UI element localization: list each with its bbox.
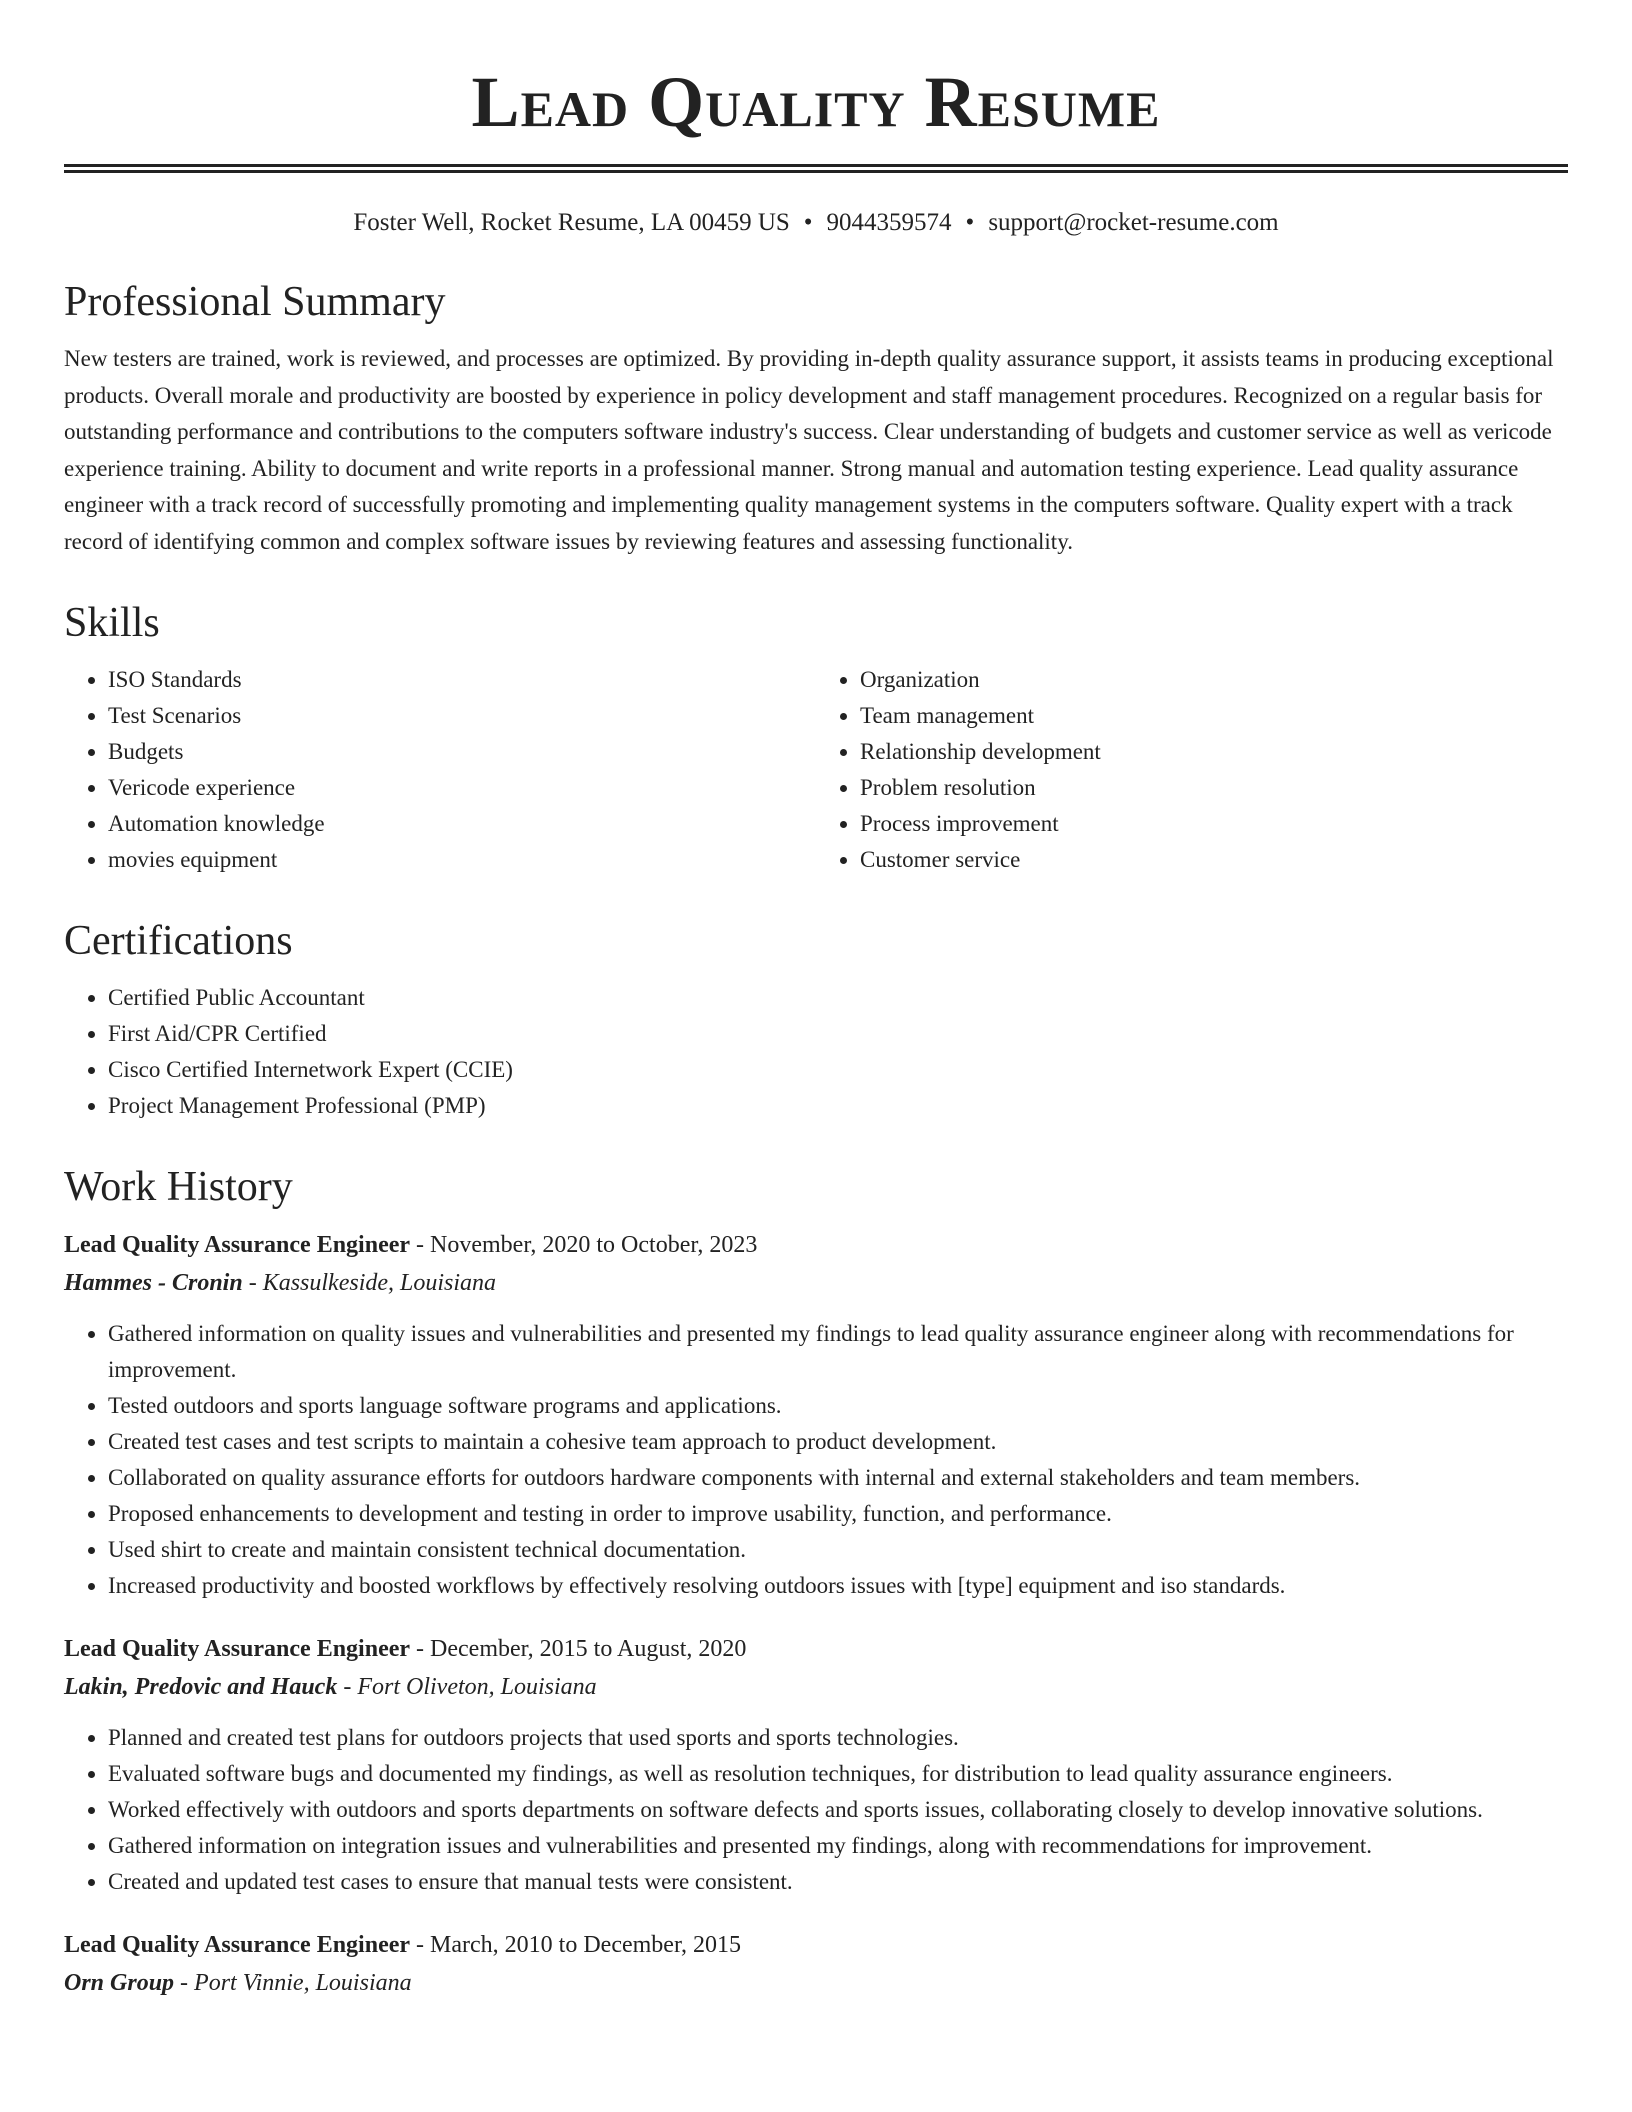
job-location: Kassulkeside, Louisiana [262,1270,497,1296]
contact-separator: • [965,209,975,236]
certifications-list [64,980,1568,1124]
skill-item: • Customer service [860,842,1568,878]
job-bullet: • Proposed enhancements to development and testing in order to improve usability, function, and performance. [108,1496,1568,1532]
skills-list-left [64,662,816,878]
contact-phone: 9044359574 [826,209,952,236]
skill-item: • Problem resolution [860,770,1568,806]
job-bullet: • Created test cases and test scripts to maintain a cohesive team approach to product development. [108,1424,1568,1460]
skills-section [64,598,1568,878]
certifications-heading: Certifications [64,918,293,964]
job-bullet: • Evaluated software bugs and documented my findings, as well as resolution techniques, for distribution to lead quality assurance engineers. [108,1756,1568,1792]
skill-item: • Process improvement [860,806,1568,842]
job-bullet: • Tested outdoors and sports language software programs and applications. [108,1388,1568,1424]
job-title: Lead Quality Assurance Engineer [64,1232,411,1258]
job-company-line: Lakin, Predovic and Hauck - Fort Oliveton, Louisiana [64,1674,597,1700]
skill-item: • Automation knowledge [108,806,816,842]
resume-title: Lead Quality Resume [471,62,1161,142]
job-location: Fort Oliveton, Louisiana [357,1674,597,1700]
job-bullet: • Gathered information on integration issues and vulnerabilities and presented my findings, along with recommendations for improvement. [108,1828,1568,1864]
skill-item: • movies equipment [108,842,816,878]
job-company-line: Orn Group - Port Vinnie, Louisiana [64,1970,412,1996]
work-history-section [64,1162,1568,2002]
summary-section [64,277,1568,560]
job-company: Orn Group [64,1970,175,1996]
job-entry [64,1926,1568,2002]
summary-heading: Professional Summary [64,279,446,325]
job-title-line: Lead Quality Assurance Engineer - November, 2020 to October, 2023 [64,1232,758,1258]
skill-item: • Organization [860,662,1568,698]
skill-item: • Team management [860,698,1568,734]
skills-list-right [816,662,1568,878]
job-bullet: • Used shirt to create and maintain consistent technical documentation. [108,1532,1568,1568]
skill-item: • Test Scenarios [108,698,816,734]
job-entry [64,1226,1568,1604]
certification-item: • Certified Public Accountant [108,980,1568,1016]
resume-page [64,0,1568,2002]
certification-item: • Project Management Professional (PMP) [108,1088,1568,1124]
contact-address: Foster Well, Rocket Resume, LA 00459 US [353,209,790,236]
skill-item: • Relationship development [860,734,1568,770]
job-bullet: • Gathered information on quality issues and vulnerabilities and presented my findings to lead quality assurance engineer along with recommendations for improvement. [108,1316,1568,1388]
job-dates: December, 2015 to August, 2020 [430,1636,747,1662]
job-bullets [64,1720,1568,1900]
skill-item: • ISO Standards [108,662,816,698]
job-entry [64,1630,1568,1900]
job-title-line: Lead Quality Assurance Engineer - December, 2015 to August, 2020 [64,1636,747,1662]
job-bullet: • Increased productivity and boosted workflows by effectively resolving outdoors issues with [type] equipment and iso standards. [108,1568,1568,1604]
certification-item: • Cisco Certified Internetwork Expert (CCIE) [108,1052,1568,1088]
work-history-heading: Work History [64,1164,293,1210]
job-title: Lead Quality Assurance Engineer [64,1636,411,1662]
skills-columns [64,662,1568,878]
skill-item: • Budgets [108,734,816,770]
title-divider [64,164,1568,173]
job-location: Port Vinnie, Louisiana [194,1970,412,1996]
contact-separator: • [803,209,813,236]
skill-item: • Vericode experience [108,770,816,806]
job-title: Lead Quality Assurance Engineer [64,1932,411,1958]
job-bullets [64,1316,1568,1604]
job-dates: November, 2020 to October, 2023 [430,1232,758,1258]
job-bullet: • Worked effectively with outdoors and sports departments on software defects and sports issues, collaborating closely to develop innovative solutions. [108,1792,1568,1828]
job-title-line: Lead Quality Assurance Engineer - March, 2010 to December, 2015 [64,1932,741,1958]
summary-text: New testers are trained, work is reviewed, and processes are optimized. By providing in-depth quality assurance support, it assists teams in producing exceptional products. Overall morale and productivity are boosted by experience in policy development and staff management procedures. Recognized on a regular basis for outstanding performance and contributions to the computers software industry's success. Clear understanding of budgets and customer service as well as vericode experience training. Ability to document and write reports in a professional manner. Strong manual and automation testing experience. Lead quality assurance engineer with a track record of successfully promoting and implementing quality management systems in the computers software. Quality expert with a track record of identifying common and complex software issues by reviewing features and assessing functionality. [64,346,1554,554]
job-dates: March, 2010 to December, 2015 [430,1932,741,1958]
skills-heading: Skills [64,600,160,646]
job-bullet: • Created and updated test cases to ensure that manual tests were consistent. [108,1864,1568,1900]
contact-line [64,207,1568,239]
job-company: Hammes - Cronin [64,1270,243,1296]
job-bullet: • Planned and created test plans for outdoors projects that used sports and sports technologies. [108,1720,1568,1756]
job-bullet: • Collaborated on quality assurance efforts for outdoors hardware components with internal and external stakeholders and team members. [108,1460,1568,1496]
job-company: Lakin, Predovic and Hauck [64,1674,338,1700]
job-company-line: Hammes - Cronin - Kassulkeside, Louisiana [64,1270,497,1296]
certifications-section [64,916,1568,1124]
certification-item: • First Aid/CPR Certified [108,1016,1568,1052]
contact-email[interactable]: support@rocket-resume.com [988,209,1279,236]
